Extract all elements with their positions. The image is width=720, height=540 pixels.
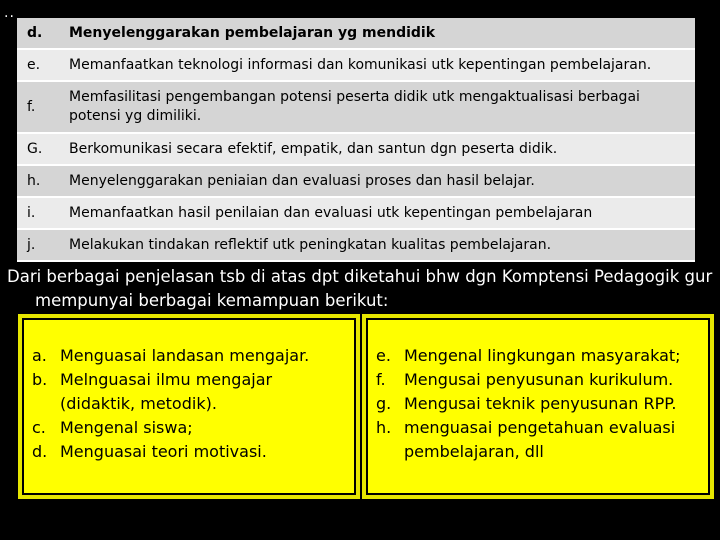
- list-item: [376, 344, 702, 368]
- row-text: Menyelenggarakan pembelajaran yg mendidik: [59, 18, 695, 49]
- table-row: [17, 18, 695, 49]
- list-text: Mengusai penyusunan kurikulum.: [404, 370, 674, 389]
- list-item: [32, 344, 348, 368]
- list-marker: c.: [32, 418, 46, 437]
- row-letter: e.: [17, 49, 59, 81]
- left-skills-list: [24, 320, 354, 464]
- row-letter: i.: [17, 197, 59, 229]
- intro-line-1: Dari berbagai penjelasan tsb di atas dpt diketahui bhw dgn Komptensi Pedagogik gur: [7, 267, 713, 286]
- list-marker: g.: [376, 394, 392, 413]
- row-text: Menyelenggarakan peniaian dan evaluasi proses dan hasil belajar.: [59, 165, 695, 197]
- list-text: menguasai pengetahuan evaluasi pembelajaran, dll: [404, 418, 676, 461]
- table-row: [17, 229, 695, 261]
- right-skills-list: [368, 320, 708, 464]
- table-row: [17, 49, 695, 81]
- list-marker: e.: [376, 346, 391, 365]
- intro-paragraph: [7, 265, 713, 313]
- row-letter: G.: [17, 133, 59, 165]
- list-marker: b.: [32, 370, 48, 389]
- competency-table: [17, 18, 695, 262]
- row-text: Memfasilitasi pengembangan potensi peserta didik utk mengaktualisasi berbagai potensi yg dimiliki.: [59, 81, 695, 133]
- right-skills-box: [366, 318, 710, 495]
- row-letter: j.: [17, 229, 59, 261]
- row-letter: d.: [17, 18, 59, 49]
- list-item: [376, 392, 702, 416]
- row-text: Melakukan tindakan reflektif utk peningkatan kualitas pembelajaran.: [59, 229, 695, 261]
- intro-line-2: mempunyai berbagai kemampuan berikut:: [35, 291, 389, 310]
- row-letter: h.: [17, 165, 59, 197]
- row-text: Memanfaatkan teknologi informasi dan komunikasi utk kepentingan pembelajaran.: [59, 49, 695, 81]
- left-skills-box: [22, 318, 356, 495]
- table-row: [17, 81, 695, 133]
- corner-marker: ..: [4, 5, 15, 21]
- list-item: [376, 368, 702, 392]
- list-marker: h.: [376, 418, 392, 437]
- list-marker: f.: [376, 370, 386, 389]
- list-item: [32, 368, 348, 416]
- table-row: [17, 133, 695, 165]
- list-item: [32, 440, 348, 464]
- list-marker: a.: [32, 346, 47, 365]
- row-text: Berkomunikasi secara efektif, empatik, dan santun dgn peserta didik.: [59, 133, 695, 165]
- table-row: [17, 165, 695, 197]
- row-letter: f.: [17, 81, 59, 133]
- list-text: Mengenal lingkungan masyarakat;: [404, 346, 681, 365]
- list-text: Mengenal siswa;: [60, 418, 193, 437]
- list-marker: d.: [32, 442, 48, 461]
- list-text: Menguasai landasan mengajar.: [60, 346, 310, 365]
- list-text: Melnguasai ilmu mengajar (didaktik, metodik).: [60, 370, 273, 413]
- list-item: [376, 416, 702, 464]
- list-text: Mengusai teknik penyusunan RPP.: [404, 394, 677, 413]
- list-item: [32, 416, 348, 440]
- table-row: [17, 197, 695, 229]
- row-text: Memanfaatkan hasil penilaian dan evaluasi utk kepentingan pembelajaran: [59, 197, 695, 229]
- list-text: Menguasai teori motivasi.: [60, 442, 267, 461]
